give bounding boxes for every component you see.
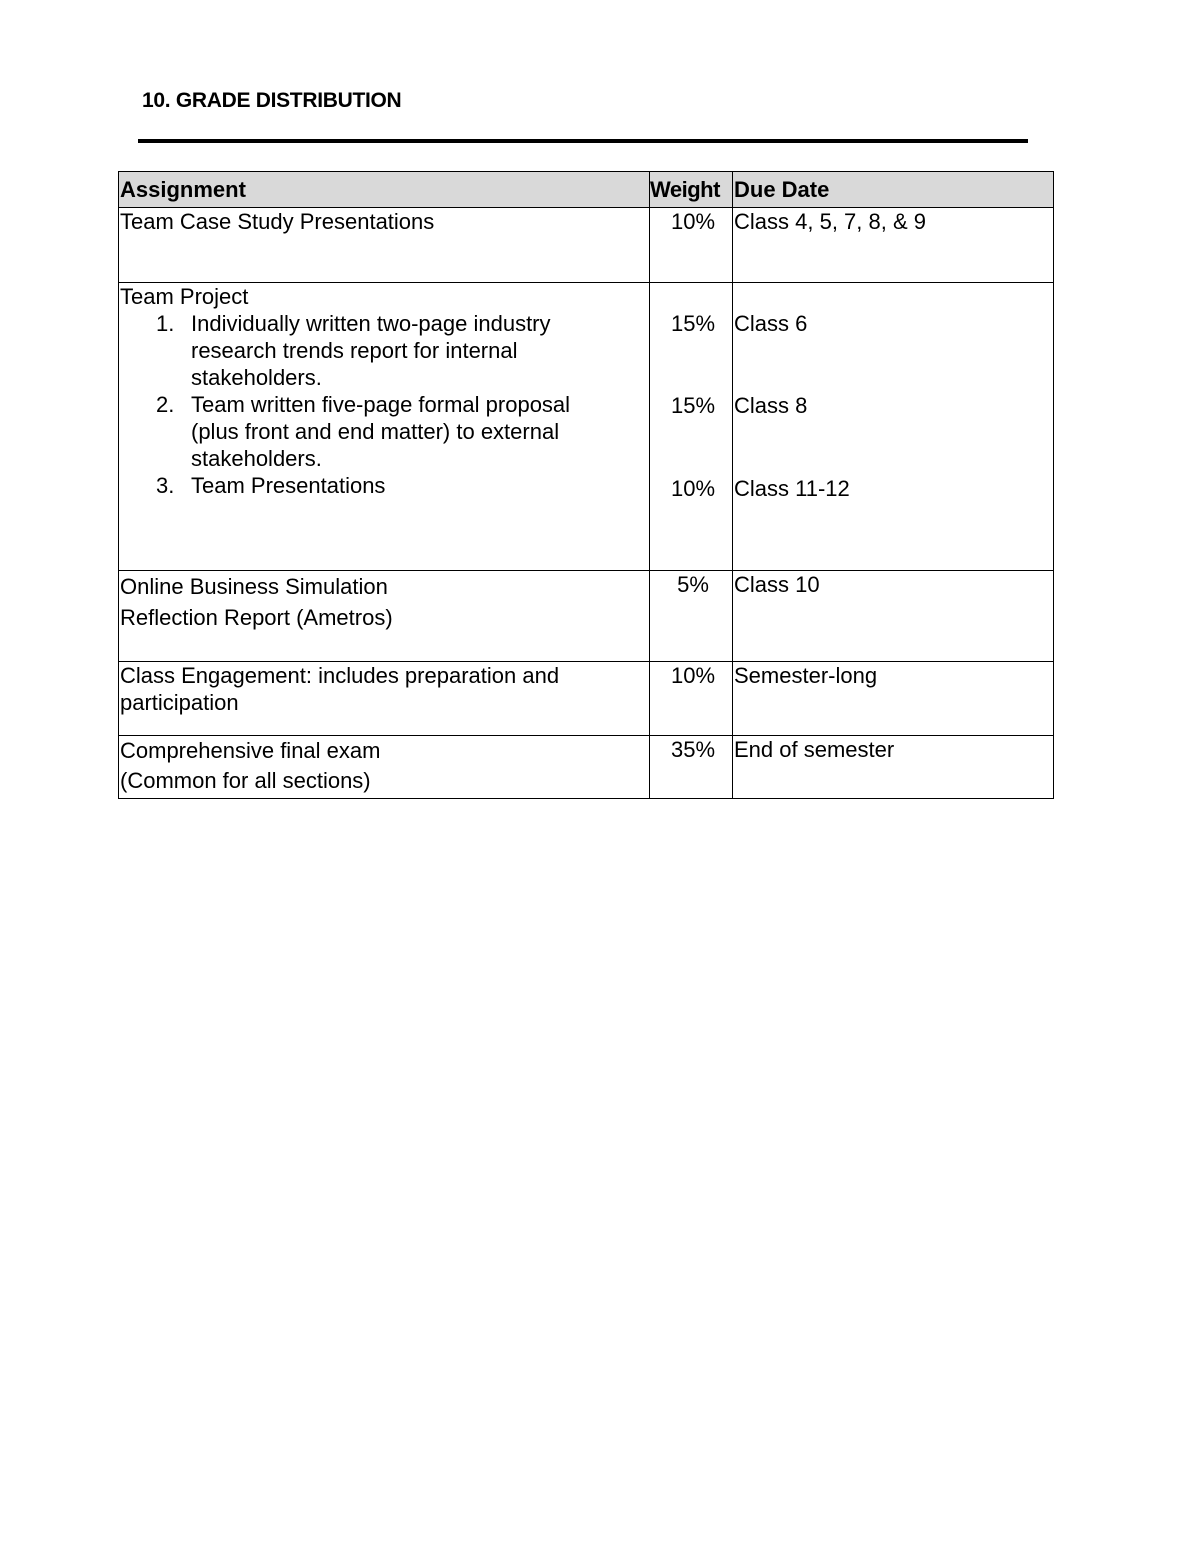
assignment-line: Class Engagement: includes preparation and — [120, 663, 560, 688]
assignment-cell — [119, 662, 650, 736]
header-due-date: Due Date — [733, 172, 1054, 208]
list-item-number: 1. — [156, 311, 175, 336]
table-row — [119, 208, 1054, 283]
table-row — [119, 283, 1054, 571]
list-item — [120, 472, 649, 499]
list-item — [120, 310, 649, 391]
header-assignment: Assignment — [119, 172, 650, 208]
assignment-cell: Team Case Study Presentations — [119, 208, 650, 283]
team-project-title: Team Project — [120, 284, 249, 309]
subitem-due: Class 11-12 — [734, 476, 850, 501]
weight-cell: 10% — [650, 662, 733, 736]
assignment-line: Comprehensive final exam — [120, 738, 381, 763]
list-item-number: 3. — [156, 473, 175, 498]
list-item-line: stakeholders. — [191, 365, 322, 390]
list-item-number: 2. — [156, 392, 175, 417]
list-item-line: Individually written two-page industry — [191, 311, 551, 336]
assignment-line: (Common for all sections) — [120, 768, 371, 793]
assignment-cell — [119, 283, 650, 571]
assignment-line: Reflection Report (Ametros) — [120, 605, 393, 630]
list-item-line: (plus front and end matter) to external — [191, 419, 560, 444]
due-date-cell — [733, 283, 1054, 571]
assignment-cell — [119, 571, 650, 662]
assignment-line: Online Business Simulation — [120, 574, 388, 599]
subitem-due: Class 6 — [734, 311, 808, 336]
assignment-line: participation — [120, 690, 239, 715]
subitem-weight: 15% — [670, 393, 716, 418]
subitem-weight: 10% — [670, 476, 716, 501]
weight-cell: 10% — [650, 208, 733, 283]
grade-distribution-table — [118, 171, 1054, 799]
weight-cell: 35% — [650, 736, 733, 799]
table-row — [119, 736, 1054, 799]
list-item-line: research trends report for internal — [191, 338, 518, 363]
table-row — [119, 571, 1054, 662]
list-item — [120, 391, 649, 472]
header-weight: Weight — [650, 172, 733, 208]
team-project-subitems — [120, 310, 649, 499]
section-title: 10. GRADE DISTRIBUTION — [142, 89, 402, 112]
list-item-line: stakeholders. — [191, 446, 322, 471]
subitem-weight: 15% — [670, 311, 716, 336]
table-header-row — [119, 172, 1054, 208]
assignment-cell — [119, 736, 650, 799]
table-row — [119, 662, 1054, 736]
due-date-cell: Class 4, 5, 7, 8, & 9 — [733, 208, 1054, 283]
weight-cell — [650, 283, 733, 571]
due-date-cell: End of semester — [733, 736, 1054, 799]
due-date-cell: Semester-long — [733, 662, 1054, 736]
grade-distribution-table-container — [118, 171, 1054, 799]
subitem-due: Class 8 — [734, 393, 808, 418]
list-item-line: Team Presentations — [191, 473, 386, 498]
weight-cell: 5% — [650, 571, 733, 662]
list-item-line: Team written five-page formal proposal — [191, 392, 571, 417]
title-divider — [138, 139, 1028, 143]
due-date-cell: Class 10 — [733, 571, 1054, 662]
